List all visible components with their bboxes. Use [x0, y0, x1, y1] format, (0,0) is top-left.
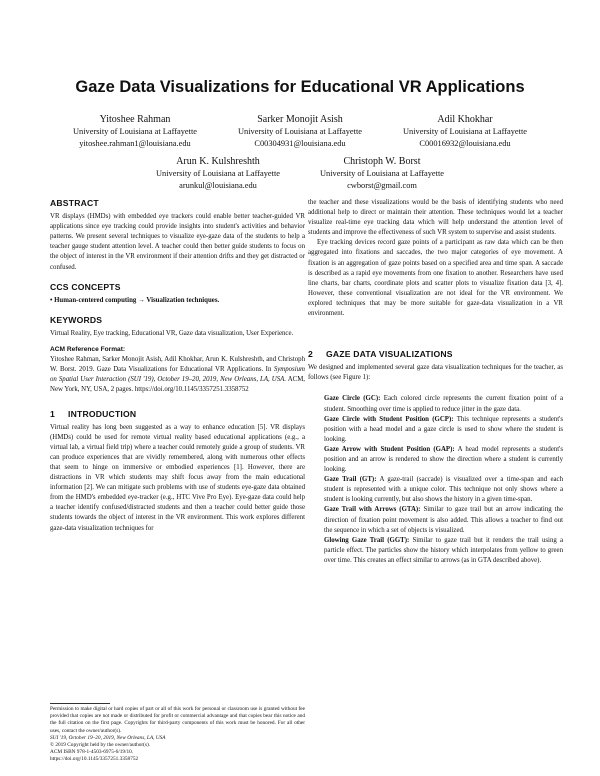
author-block [133, 155, 303, 191]
author-name: Sarker Monojit Asish [257, 114, 343, 125]
reference-format-text [50, 355, 305, 395]
author-block [215, 113, 385, 149]
author-block [380, 113, 550, 149]
section2-heading [308, 349, 563, 359]
keywords-text: Virtual Reality, Eye tracking, Educational VR, Gaze data visualization, User Experience. [50, 329, 294, 337]
author-affiliation: University of Louisiana at Laffayette [319, 169, 445, 178]
keywords-heading: KEYWORDS [50, 314, 103, 325]
visualization-term: Glowing Gaze Trail (GGT): [324, 536, 410, 544]
visualization-item [324, 536, 563, 566]
visualization-item [324, 505, 563, 535]
visualization-description: A gaze-trail (saccade) is visualized over a time-span and each student is represented with a unique color. This technique not only shows where a student is looking currently, but also shows the history in a given time-span. [324, 476, 563, 504]
section-title: INTRODUCTION [68, 408, 137, 419]
intro-paragraph-2: Eye tracking devices record gaze points of a participant as raw data which can be then aggregated into fixations and saccades, the two major categories of eye movement. A fixation is an aggregation of gaze points based on a specified area and time span. A saccade is described as a rapid eye movements from one fixation to another. Researchers have used line charts, bar charts, coordinate plots and scatter plots to visualize fixation data [3, 4]. However, these conventional visualization are not ideal for the VR environment. We explored techniques that may be more suitable for gaze-data visualization in a VR environment. [308, 239, 563, 318]
intro-heading [50, 409, 305, 419]
author-affiliation: University of Louisiana at Laffayette [72, 127, 198, 136]
author-name: Christoph W. Borst [343, 156, 421, 167]
intro-continued: the teacher and these visualizations would be the basis of identifying students who need additional help to direct or maintain their attention. These techniques would let a teacher visualize real-time eye tracking data which will help understand the attention level of students and improve the effectiveness of such VR system to supervise and assist students. [308, 199, 563, 237]
doi-link[interactable]: https://doi.org/10.1145/3357251.3358752 [50, 756, 139, 763]
section-number: 1 [50, 408, 55, 419]
footnote [50, 706, 305, 764]
visualization-description: Each colored circle represents the current fixation point of a student. Smoothing over time is applied to reduce jitter in the gaze data. [324, 395, 563, 413]
reference-rest: ACM, New York, NY, USA, 2 pages. https://doi.org/10.1145/3357251.3358752 [50, 376, 306, 394]
reference-venue: Symposium on Spatial User Interaction (SUI '19), October 19–20, 2019, New Orleans, LA, USA. [50, 366, 305, 384]
author-affiliation: University of Louisiana at Laffayette [402, 127, 528, 136]
visualization-description: This technique represents a student's position with a head model and a gaze circle is used to show where the student is looking. [324, 415, 563, 443]
right-column [308, 198, 563, 566]
copyright-line: © 2019 Copyright held by the owner/author(s). [50, 742, 151, 749]
author-affiliation: University of Louisiana at Laffayette [155, 169, 281, 178]
footnote-rule [50, 703, 110, 704]
author-name: Arun K. Kulshreshth [176, 156, 260, 167]
visualization-term: Gaze Circle (GC): [324, 395, 381, 403]
author-affiliation: University of Louisiana at Laffayette [237, 127, 363, 136]
visualization-item [324, 475, 563, 505]
visualization-item [324, 445, 563, 475]
visualization-term: Gaze Trail with Arrows (GTA): [324, 506, 421, 514]
isbn-line: ACM ISBN 978-1-4503-6975-6/19/10. [50, 749, 134, 756]
section-number: 2 [308, 349, 313, 360]
visualization-term: Gaze Arrow with Student Position (GAP): [324, 445, 455, 453]
visualization-list [308, 394, 563, 566]
author-name: Adil Khokhar [437, 114, 493, 125]
abstract-heading: ABSTRACT [50, 198, 99, 208]
visualization-description: Similar to gaze trail but an arrow indicating the direction of fixation point movement is also added. This allows a teacher to find out the sequence in which a set of objects is visualized. [324, 506, 563, 534]
author-email: C00016932@louisiana.edu [419, 138, 511, 148]
author-email: yitoshee.rahman1@louisiana.edu [79, 138, 191, 148]
ccs-heading: CCS CONCEPTS [50, 281, 121, 292]
left-column [50, 198, 305, 534]
paper-title: Gaze Data Visualizations for Educational VR Applications [75, 78, 525, 96]
visualization-term: Gaze Circle with Student Position (GCP): [324, 415, 454, 423]
visualization-description: A head model represents a student's position and an arrow is rendered to show the direction where a student is currently looking. [324, 445, 563, 474]
visualization-description: Similar to gaze trail but it renders the trail using a particle effect. The particles show the history which interpolates from yellow to green over time. This creates an effect similar to arrows (as in GTA described above). [324, 536, 564, 564]
author-email: arunkul@louisiana.edu [179, 180, 257, 190]
section-title: GAZE DATA VISUALIZATIONS [326, 349, 453, 360]
author-email: C00304931@louisiana.edu [254, 138, 346, 148]
reference-authors: Yitoshee Rahman, Sarker Monojit Asish, Adil Khokhar, Arun K. Kulshreshth, and Christoph W. Borst. 2019. Gaze Data Visualizations for Educational VR Applications. In [50, 356, 305, 374]
intro-paragraph: Virtual reality has long been suggested as a way to enhance education [5]. VR displays (HMDs) could be used for remote virtual reality based educational applications (e.g., a virtual lab, a virtual field trip) where a teacher could remotely guide a group of students. VR can produce experiences that are vividly remembered, along with numerous other effects that seem to hinge on immersive or embodied experiences [1]. However, there are distractions in VR which students may shift focus away from the main educational information [2]. We can mitigate such problems with use of students eye-gaze data obtained from the HMD's embedded eye-tracker (e.g., HTC Vive Pro Eye). Eye-gaze data could help a teacher identify confused/distracted students and then a teacher could better guide those students towards the object of interest in the VR environment. This work explores different gaze-data visualization techniques for [50, 423, 305, 532]
section2-intro: We designed and implemented several gaze data visualization techniques for the teacher, as follows (see Figure 1): [308, 364, 563, 382]
author-block [297, 155, 467, 191]
ccs-text: • Human-centered computing → Visualization techniques. [50, 296, 220, 304]
conference-venue: SUI '19, October 19–20, 2019, New Orleans, LA, USA [50, 734, 166, 741]
visualization-item [324, 394, 563, 414]
reference-format-heading: ACM Reference Format: [50, 346, 126, 354]
abstract-text: VR displays (HMDs) with embedded eye trackers could enable better teacher-guided VR applications since eye tracking could provide insights into student's activities and behavior patterns. We present several techniques to visualize eye-gaze data of the students to help a teacher gauge student attention level. A teacher could then better guide students to focus on the object of interest in the VR environment if their attention drifts and they get distracted or confused. [50, 213, 305, 271]
visualization-item [324, 415, 563, 445]
visualization-term: Gaze Trail (GT): [324, 476, 377, 484]
author-name: Yitoshee Rahman [99, 114, 171, 125]
author-email: cwborst@gmail.com [347, 180, 417, 190]
permission-notice: Permission to make digital or hard copies of part or all of this work for personal or classroom use is granted without fee provided that copies are not made or distributed for profit or commercial advantage and that copies bear this notice and the full citation on the first page. Copyrights for third-party components of this work must be honored. For all other uses, contact the owner/author(s). [50, 706, 305, 734]
author-block [50, 113, 220, 149]
